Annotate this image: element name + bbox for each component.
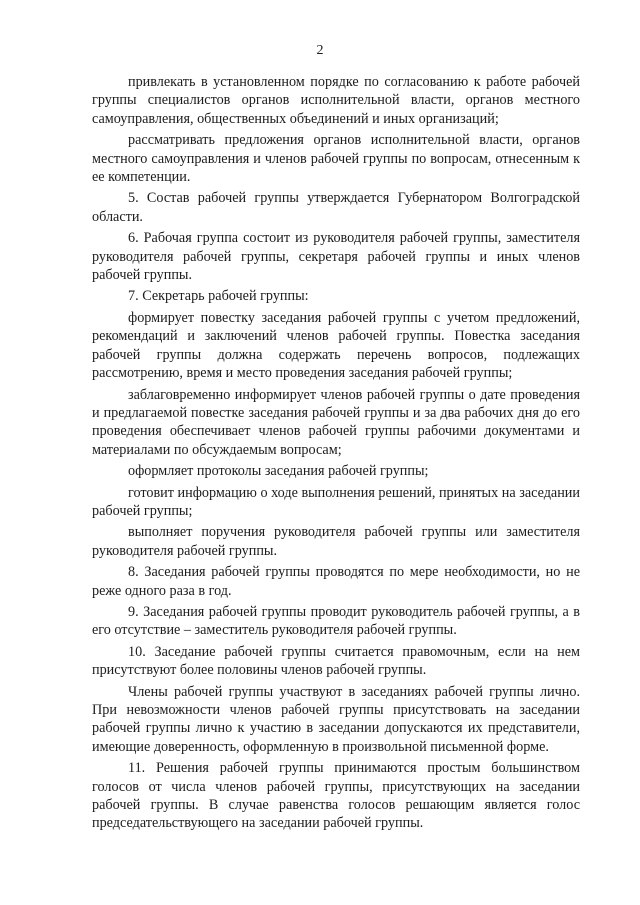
document-body [92, 73, 580, 833]
paragraph: готовит информацию о ходе выполнения решений, принятых на заседании рабочей группы; [92, 484, 580, 519]
paragraph: 6. Рабочая группа состоит из руководителя рабочей группы, заместителя руководителя рабочей группы, секретаря рабочей группы и иных членов рабочей группы. [92, 230, 580, 284]
paragraph: 11. Решения рабочей группы принимаются простым большинством голосов от числа членов рабочей группы, присутствующих на заседании рабочей группы. В случае равенства голосов решающим является голос председательствующего на заседании рабочей группы. [92, 760, 580, 832]
paragraph: 9. Заседания рабочей группы проводит руководитель рабочей группы, а в его отсутствие – заместитель руководителя рабочей группы. [92, 603, 580, 639]
paragraph: Члены рабочей группы участвуют в заседаниях рабочей группы лично. При невозможности членов рабочей группы присутствовать на заседании рабочей группы лично к участию в заседании допускаются их представители, имеющие доверенность, оформленную в произвольной письменной форме. [92, 683, 580, 755]
paragraph: формирует повестку заседания рабочей группы с учетом предложений, рекомендаций и заключений членов рабочей группы. Повестка заседания рабочей группы должна содержать перечень вопросов, подлежащих рассмотрению, время и место проведения заседания рабочей группы; [92, 309, 580, 382]
paragraph: 5. Состав рабочей группы утверждается Губернатором Волгоградской области. [92, 190, 580, 225]
paragraph: 7. Секретарь рабочей группы: [128, 288, 309, 305]
paragraph: привлекать в установленном порядке по согласованию к работе рабочей группы специалистов органов исполнительной власти, органов местного самоуправления, общественных объединений и иных организаций; [92, 74, 580, 127]
paragraph: выполняет поручения руководителя рабочей группы или заместителя руководителя рабочей группы. [92, 524, 580, 559]
page-number: 2 [316, 43, 324, 58]
paragraph: 10. Заседание рабочей группы считается правомочным, если на нем присутствуют более половины членов рабочей группы. [92, 643, 580, 679]
paragraph: заблаговременно информирует членов рабочей группы о дате проведения и предлагаемой повестке заседания рабочей группы и за два рабочих дня до его проведения обеспечивает членов рабочей группы рабочими документами и материалами по обсуждаемым вопросам; [92, 386, 580, 458]
paragraph: оформляет протоколы заседания рабочей группы; [128, 463, 429, 480]
paragraph: 8. Заседания рабочей группы проводятся по мере необходимости, но не реже одного раза в год. [92, 564, 580, 599]
paragraph: рассматривать предложения органов исполнительной власти, органов местного самоуправления и членов рабочей группы по вопросам, отнесенным к ее компетенции. [92, 132, 580, 186]
